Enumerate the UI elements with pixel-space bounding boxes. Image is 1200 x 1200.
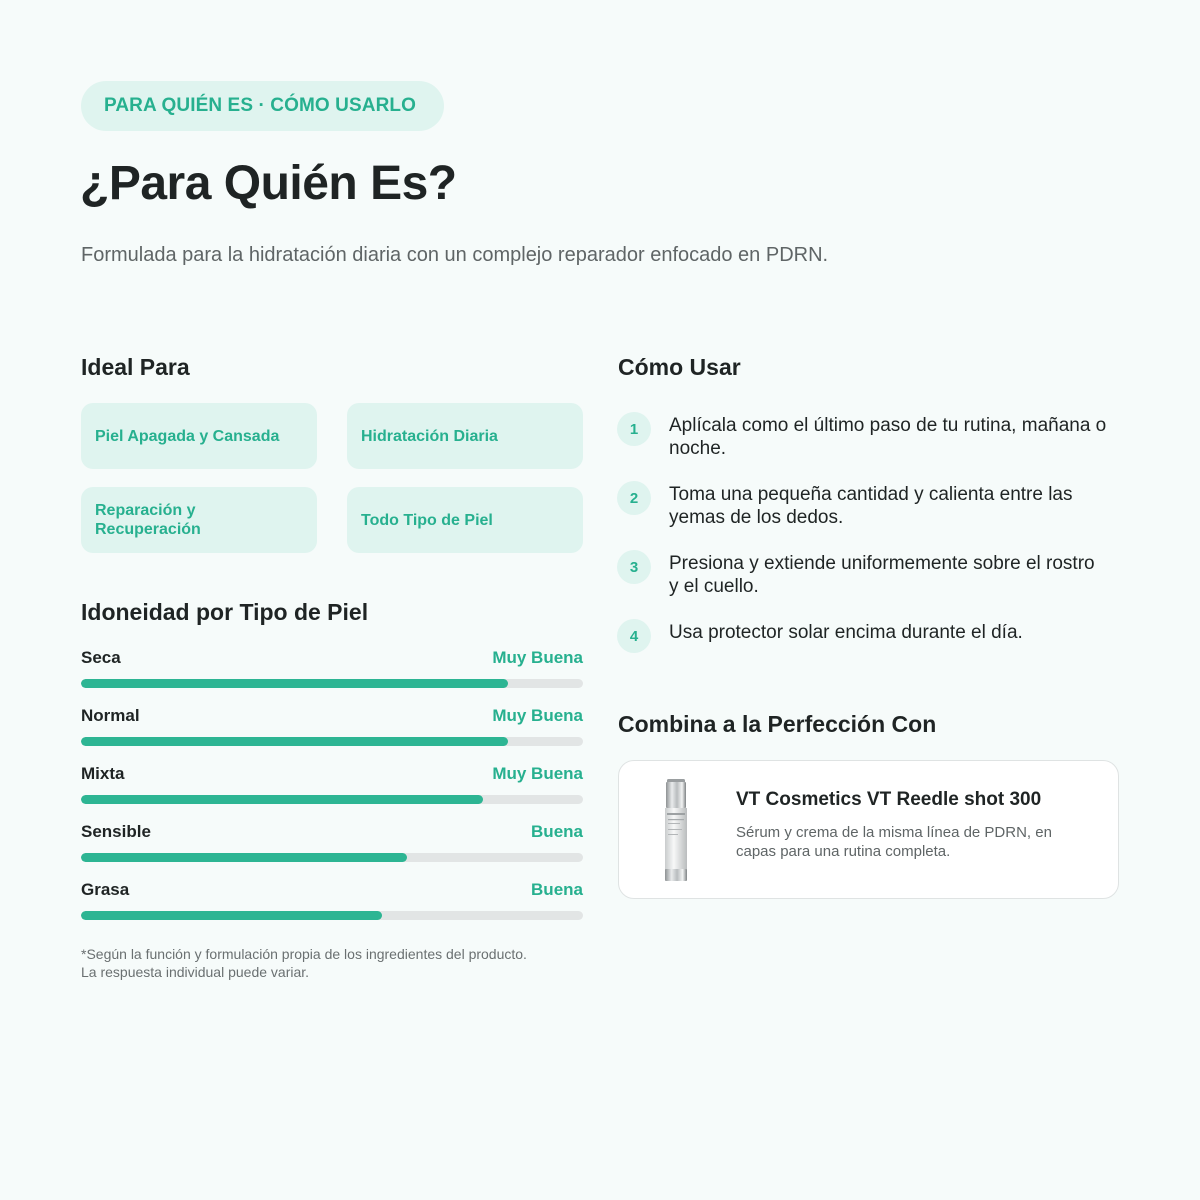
skin-rating-label: Buena xyxy=(531,822,583,841)
suitability-bar xyxy=(81,853,583,862)
suitability-bar-fill xyxy=(81,679,508,688)
step-text: Toma una pequeña cantidad y calienta entre las yemas de los dedos. xyxy=(669,484,1073,528)
how-to-step xyxy=(617,412,1117,481)
ideal-chip: Reparación y Recuperación xyxy=(81,487,317,553)
serum-bottle-icon xyxy=(663,779,689,881)
pairs-heading: Combina a la Perfección Con xyxy=(618,711,937,737)
suitability-bar-fill xyxy=(81,795,483,804)
step-text: Usa protector solar encima durante el día. xyxy=(669,622,1023,643)
skin-rating-label: Muy Buena xyxy=(492,706,583,725)
step-text: Presiona y extiende uniformemente sobre el rostro y el cuello. xyxy=(669,553,1095,597)
how-to-step xyxy=(617,481,1117,550)
ideal-chip: Piel Apagada y Cansada xyxy=(81,403,317,469)
suitability-bar xyxy=(81,679,583,688)
suitability-bar-fill xyxy=(81,737,508,746)
ideal-chip: Hidratación Diaria xyxy=(347,403,583,469)
ideal-for-heading: Ideal Para xyxy=(81,354,190,380)
step-number-badge: 3 xyxy=(617,550,651,584)
step-text: Aplícala como el último paso de tu rutina, mañana o noche. xyxy=(669,415,1107,459)
page-title: ¿Para Quién Es? xyxy=(80,157,457,210)
page-subtitle: Formulada para la hidratación diaria con un complejo reparador enfocado en PDRN. xyxy=(81,244,829,266)
skin-type-label: Grasa xyxy=(81,880,130,899)
suitability-bar-fill xyxy=(81,853,407,862)
suitability-bar-fill xyxy=(81,911,382,920)
suitability-bar xyxy=(81,737,583,746)
ideal-for-grid xyxy=(81,403,583,553)
how-to-steps xyxy=(617,412,1117,688)
skin-rating-label: Muy Buena xyxy=(492,764,583,783)
suitability-row xyxy=(81,822,583,880)
how-to-step xyxy=(617,619,1117,688)
suitability-row xyxy=(81,880,583,938)
suitability-list xyxy=(81,648,583,938)
step-number-badge: 1 xyxy=(617,412,651,446)
suitability-bar xyxy=(81,911,583,920)
suitability-heading: Idoneidad por Tipo de Piel xyxy=(81,599,369,625)
skin-type-label: Mixta xyxy=(81,764,125,783)
suitability-row xyxy=(81,648,583,706)
suitability-row xyxy=(81,706,583,764)
section-badge: PARA QUIÉN ES · CÓMO USARLO xyxy=(81,81,444,131)
step-number-badge: 4 xyxy=(617,619,651,653)
paired-product-name: VT Cosmetics VT Reedle shot 300 xyxy=(736,789,1042,810)
ideal-chip: Todo Tipo de Piel xyxy=(347,487,583,553)
skin-type-label: Sensible xyxy=(81,822,151,841)
suitability-bar xyxy=(81,795,583,804)
paired-product-card[interactable] xyxy=(618,760,1119,899)
suitability-row xyxy=(81,764,583,822)
step-number-badge: 2 xyxy=(617,481,651,515)
footnote-line: La respuesta individual puede variar. xyxy=(81,964,310,980)
paired-product-description: Sérum y crema de la misma línea de PDRN, en capas para una rutina completa. xyxy=(736,824,1052,860)
skin-type-label: Normal xyxy=(81,706,140,725)
footnote-line: *Según la función y formulación propia de los ingredientes del producto. xyxy=(81,946,527,962)
how-to-step xyxy=(617,550,1117,619)
skin-type-label: Seca xyxy=(81,648,121,667)
skin-rating-label: Muy Buena xyxy=(492,648,583,667)
skin-rating-label: Buena xyxy=(531,880,583,899)
how-to-heading: Cómo Usar xyxy=(618,354,741,380)
footnote xyxy=(81,945,601,981)
